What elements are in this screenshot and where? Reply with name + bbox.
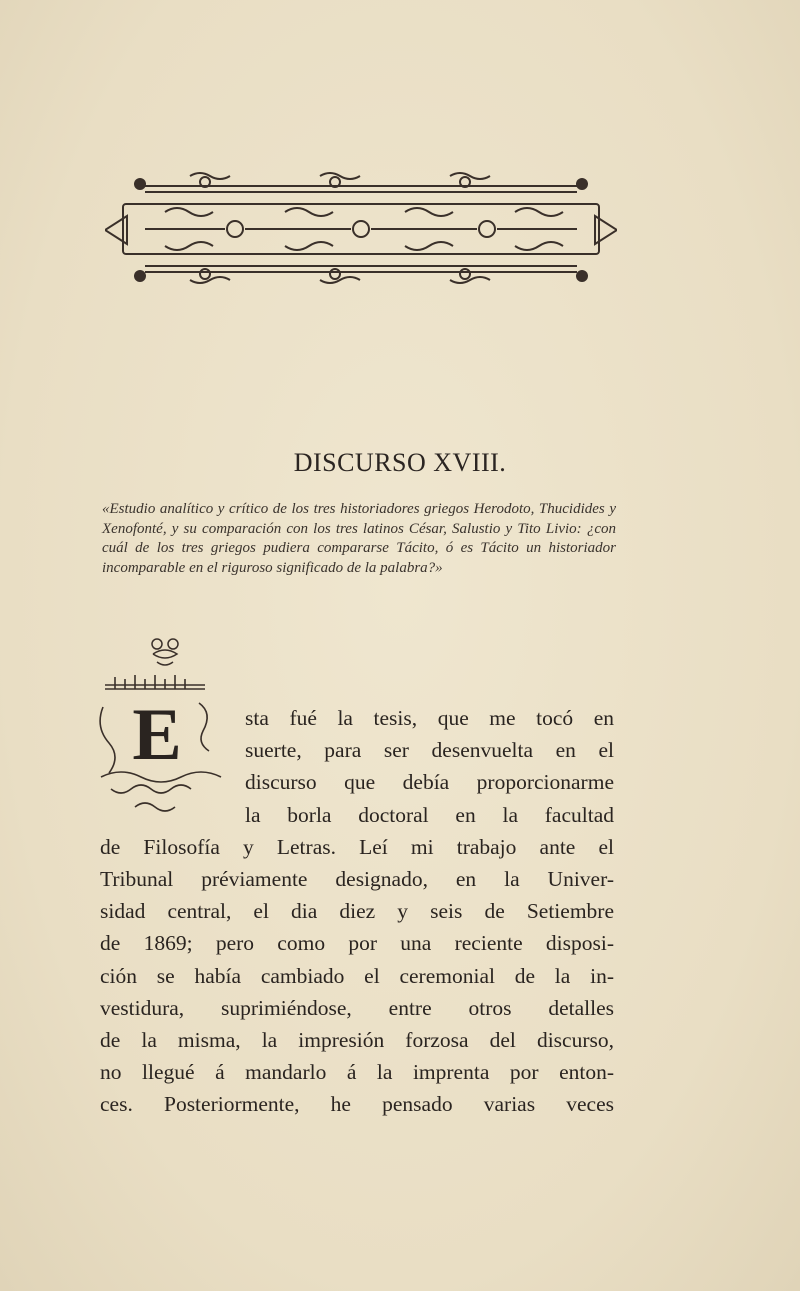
- drop-cap-letter: E: [132, 694, 182, 776]
- body-line: suerte, para ser desenvuelta en el: [245, 738, 614, 763]
- body-line: de Filosofía y Letras. Leí mi trabajo ante el: [100, 834, 614, 859]
- body-line: la borla doctoral en la facultad: [245, 802, 614, 827]
- body-line: sta fué la tesis, que me tocó en: [245, 706, 614, 730]
- body-line: de la misma, la impresión forzosa del discurso,: [100, 1027, 614, 1052]
- body-line: ces. Posteriormente, he pensado varias veces: [100, 1092, 614, 1117]
- discourse-abstract: «Estudio analítico y crítico de los tres historiadores griegos Herodoto, Thucidides y Xenofonté, y su comparación con los tres latinos César, Salustio y Tito Livio: ¿con cuál de los tres griegos pudiera compararse Tácito, ó es Tácito un historiador incomparable en el riguroso significado de la palabra?»: [102, 501, 616, 576]
- body-line: no llegué á mandarlo á la imprenta por enton-: [100, 1060, 614, 1085]
- page-title: DISCURSO XVIII.: [293, 448, 507, 477]
- body-line: vestidura, suprimiéndose, entre otros detalles: [100, 995, 614, 1020]
- body-line: Tribunal préviamente designado, en la Univer-: [100, 866, 614, 891]
- body-line: ción se había cambiado el ceremonial de la in-: [100, 963, 614, 988]
- body-text: [100, 702, 614, 1120]
- body-line: sidad central, el dia diez y seis de Setiembre: [100, 899, 614, 924]
- ornamental-headpiece: [105, 168, 617, 290]
- body-line: de 1869; pero como por una reciente disposi-: [100, 931, 614, 956]
- ornament-vignette: [147, 636, 183, 670]
- body-line: discurso que debía proporcionarme: [245, 770, 614, 795]
